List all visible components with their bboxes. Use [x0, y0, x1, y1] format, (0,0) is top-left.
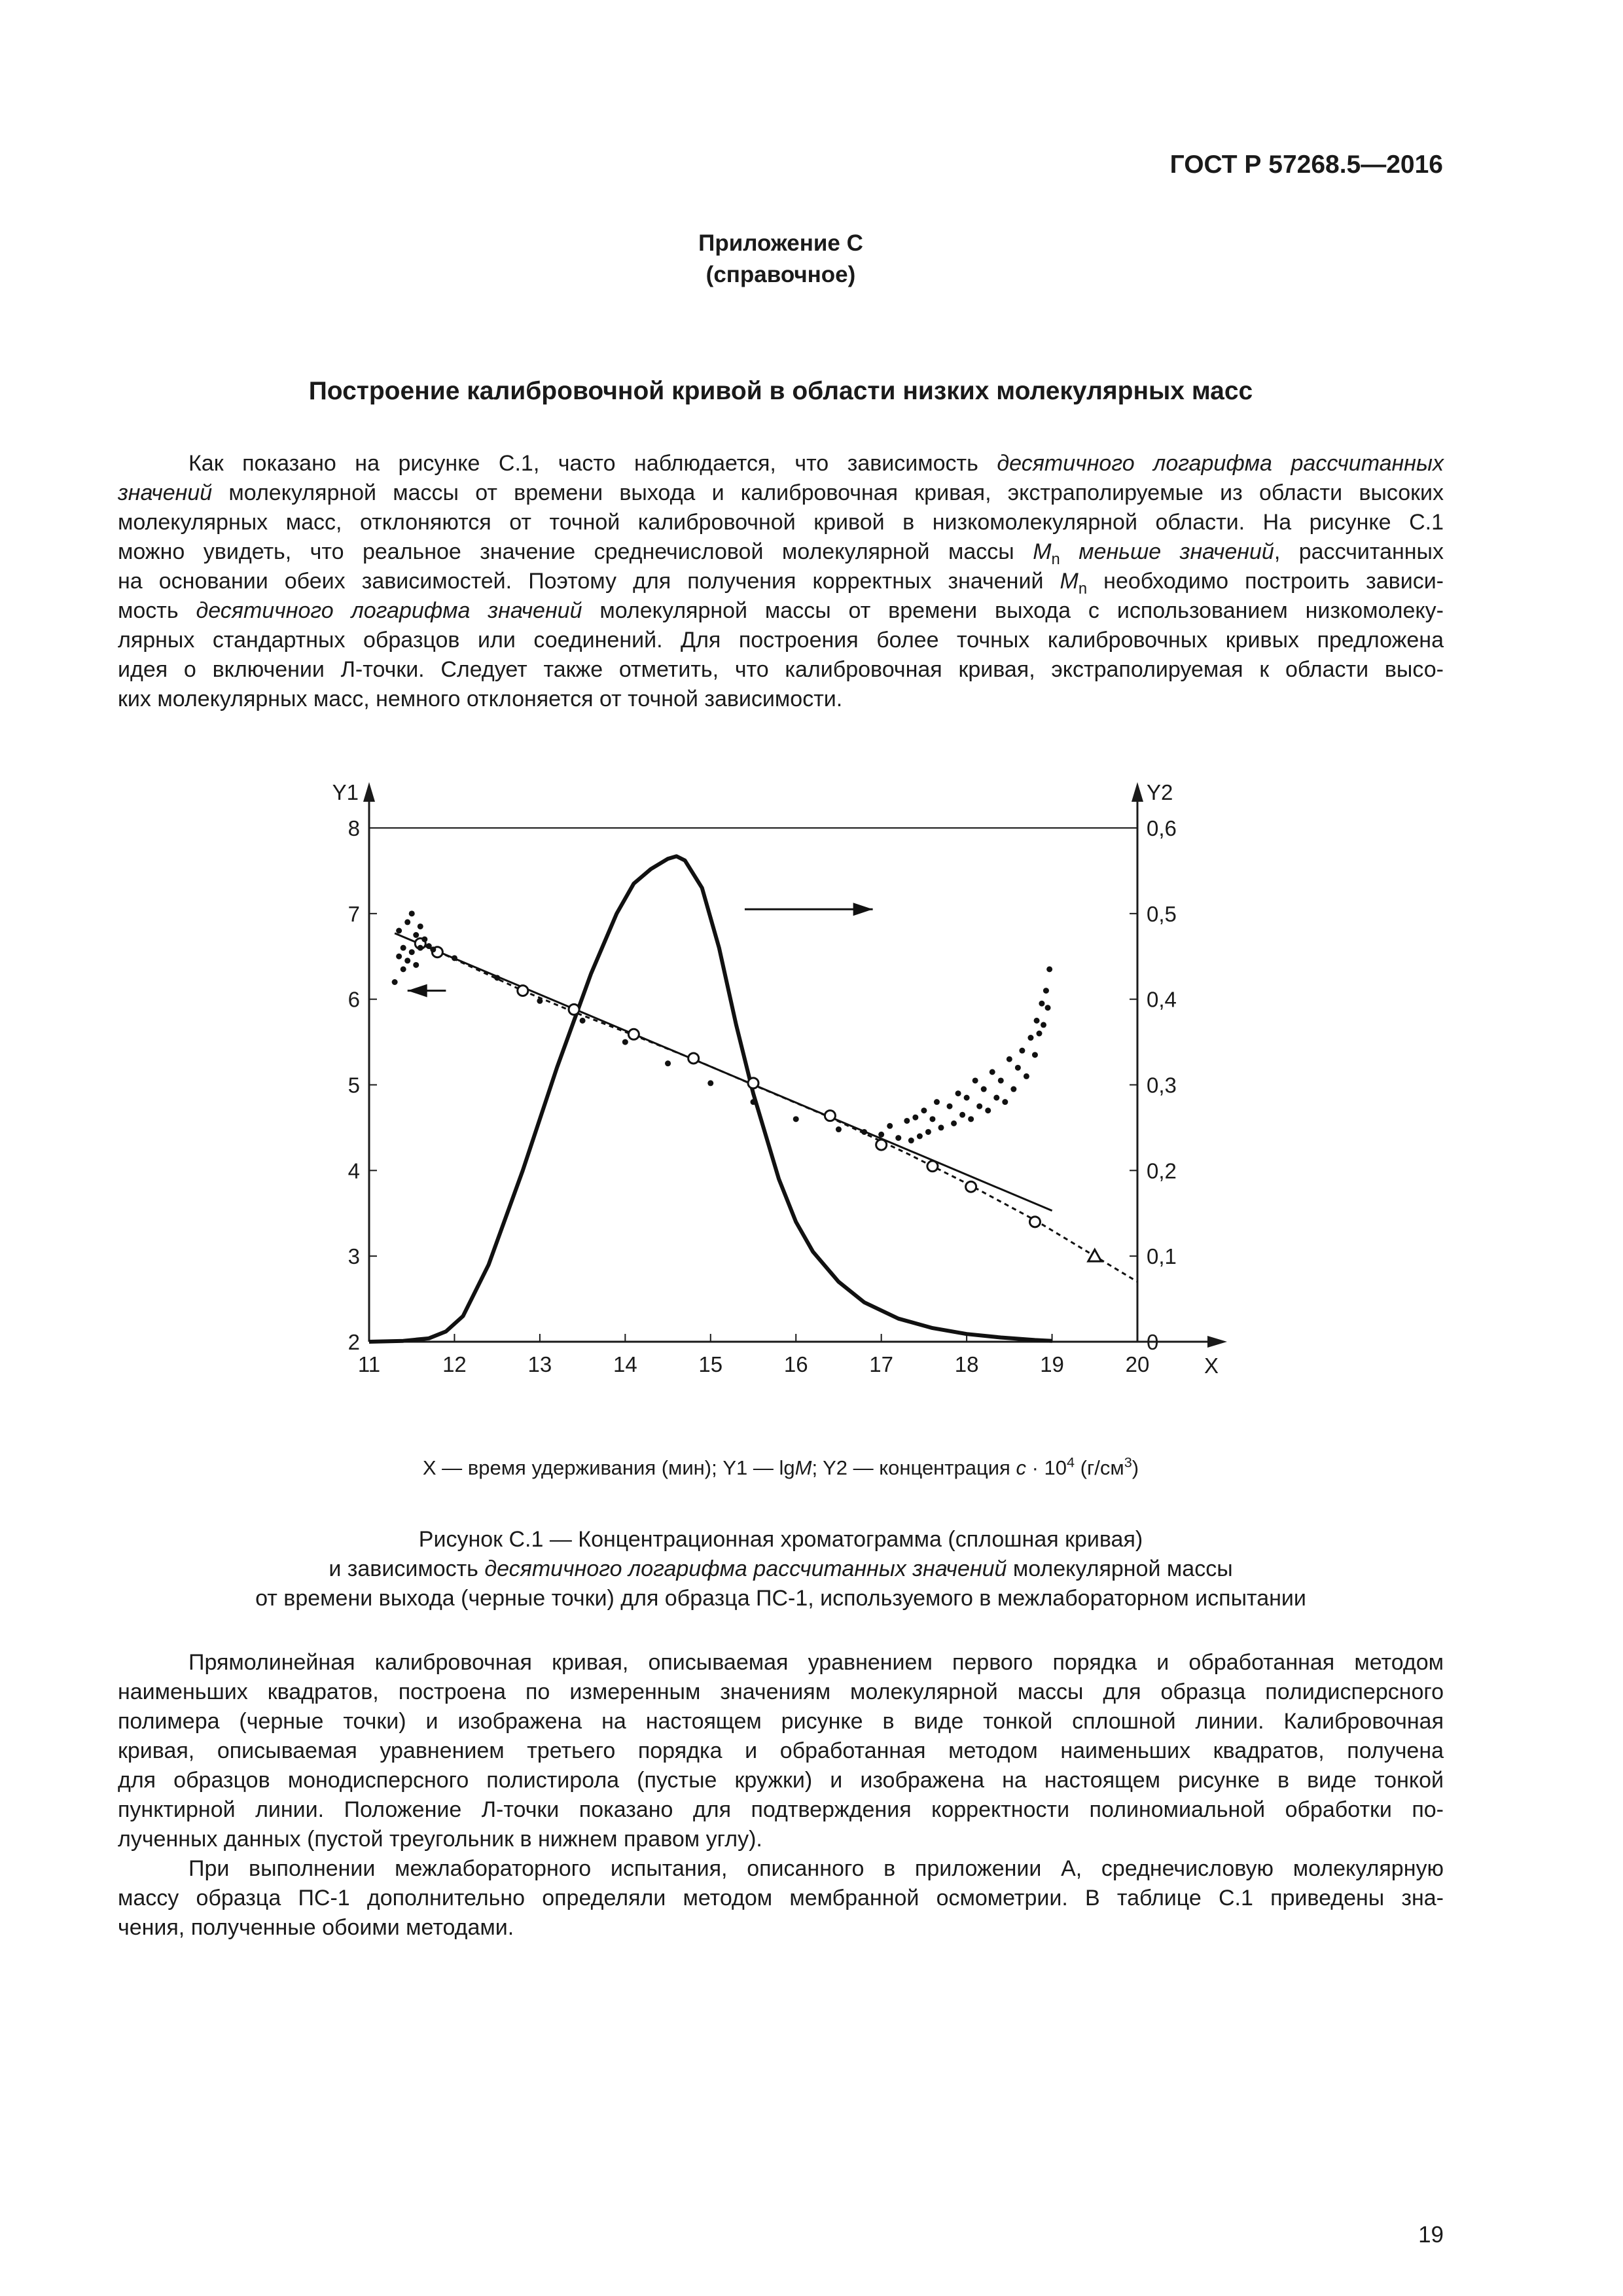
measured-point	[1041, 1022, 1046, 1028]
y1-tick-label: 4	[348, 1158, 360, 1183]
measured-point	[1015, 1065, 1021, 1071]
calibration-paragraph	[118, 1648, 1444, 1854]
measured-point	[401, 966, 406, 972]
measured-point	[421, 937, 427, 942]
paragraph-line: полимера (черные точки) и изображена на настоящем рисунке в виде тонкой сплошной линии. Калибровочная	[118, 1709, 1444, 1734]
measured-point	[836, 1126, 842, 1132]
x-axis-title: X	[1204, 1354, 1219, 1378]
measured-point	[413, 962, 419, 968]
measured-point	[908, 1138, 914, 1143]
measured-point	[934, 1099, 940, 1105]
measured-point	[998, 1077, 1004, 1083]
x-tick-label: 16	[783, 1352, 808, 1376]
paragraph-line: чения, полученные обоими методами.	[118, 1915, 514, 1940]
paragraph-line: значений молекулярной массы от времени выхода и калибровочная кривая, экстраполируемые из области высоких	[118, 480, 1444, 505]
y2-tick-label: 0,6	[1147, 816, 1177, 840]
figure-axis-legend: X — время удерживания (мин); Y1 — lgM; Y2 — концентрация $c \cdot 10^4$ $(г/см^3)$	[422, 1454, 1139, 1479]
measured-point	[537, 998, 543, 1004]
standard-point	[966, 1181, 976, 1192]
measured-point	[959, 1112, 965, 1118]
l-point-triangle	[1088, 1249, 1101, 1261]
measured-point	[392, 979, 398, 985]
measured-point	[1010, 1086, 1016, 1092]
paragraph-line: наименьших квадратов, построена по измеренным значениям молекулярной массы для образца полидисперсного	[118, 1679, 1444, 1704]
measured-point	[494, 975, 500, 980]
measured-point	[418, 945, 423, 951]
paragraph-line: Прямолинейная калибровочная кривая, описываемая уравнением первого порядка и обработанная методом	[188, 1650, 1444, 1675]
measured-point	[1046, 966, 1052, 972]
measured-point	[895, 1135, 901, 1141]
measured-point	[1027, 1035, 1033, 1041]
measured-point	[396, 928, 402, 934]
measured-point	[1045, 1005, 1051, 1011]
paragraph-line: пунктирной линии. Положение Л-точки показано для подтверждения корректности полиномиальной обработки по-	[118, 1797, 1444, 1822]
measured-point	[912, 1115, 918, 1121]
x-tick-label: 17	[869, 1352, 894, 1376]
interlab-paragraph	[118, 1854, 1444, 1943]
measured-point	[968, 1116, 974, 1122]
measured-point	[951, 1121, 957, 1126]
measured-point	[981, 1086, 987, 1092]
paragraph-line: молекулярных масс, отклоняются от точной калибровочной кривой в низкомолекулярной области. На рисунке С.1	[118, 510, 1444, 535]
standard-point	[927, 1161, 938, 1172]
measured-point	[1002, 1099, 1008, 1105]
appendix-title: Приложение С	[698, 230, 863, 256]
y2-tick-label: 0,3	[1147, 1073, 1177, 1098]
y2-tick-label: 0,1	[1147, 1244, 1177, 1269]
measured-point	[404, 958, 410, 963]
paragraph-line: для образцов монодисперсного полистирола (пустые кружки) и изображена на настоящем рисунке в виде тонкой	[118, 1768, 1444, 1793]
measured-point	[929, 1116, 935, 1122]
appendix-status: (справочное)	[705, 262, 856, 287]
measured-point	[404, 919, 410, 925]
measured-point	[985, 1107, 991, 1113]
standard-point	[876, 1139, 887, 1150]
standard-point	[825, 1111, 835, 1121]
y2-tick-label: 0	[1147, 1330, 1159, 1354]
measured-point	[452, 955, 457, 961]
measured-point	[413, 932, 419, 938]
standard-point	[518, 986, 528, 996]
measured-point	[396, 954, 402, 960]
measured-point	[972, 1077, 978, 1083]
paragraph-line: Как показано на рисунке С.1, часто наблюдается, что зависимость десятичного логарифма рассчитанных	[188, 451, 1444, 476]
y2-axis-title: Y2	[1147, 780, 1173, 804]
section-title: Построение калибровочной кривой в области низких молекулярных масс	[308, 377, 1253, 405]
measured-point	[887, 1123, 893, 1129]
page-number: 19	[1418, 2222, 1444, 2248]
x-axis-arrowhead	[1207, 1336, 1227, 1348]
measured-point	[430, 946, 436, 952]
paragraph-line: При выполнении межлабораторного испытания, описанного в приложении А, среднечисловую молекулярную	[188, 1856, 1444, 1881]
standard-point	[688, 1053, 699, 1064]
arrowhead	[408, 984, 427, 997]
measured-point	[1007, 1056, 1012, 1062]
measured-point	[861, 1129, 867, 1135]
measured-point	[878, 1132, 884, 1138]
measured-point	[990, 1069, 995, 1075]
x-tick-label: 11	[357, 1352, 381, 1376]
y1-tick-label: 8	[348, 816, 360, 840]
measured-point	[955, 1090, 961, 1096]
paragraph-line: ких молекулярных масс, немного отклоняется от точной зависимости.	[118, 687, 843, 711]
measured-point	[409, 910, 415, 916]
measured-point	[917, 1134, 923, 1139]
measured-point	[751, 1099, 757, 1105]
measured-point	[1024, 1073, 1029, 1079]
y1-tick-label: 7	[348, 901, 360, 926]
measured-point	[1019, 1048, 1025, 1054]
paragraph-line: можно увидеть, что реальное значение среднечисловой молекулярной массы $M_n$ меньше значений, рассчитанных	[118, 539, 1444, 568]
measured-point	[1036, 1031, 1042, 1037]
y1-tick-label: 5	[348, 1073, 360, 1098]
standard-point	[748, 1078, 758, 1088]
paragraph-line: лярных стандартных образцов или соединений. Для построения более точных калибровочных кривых предложена	[118, 628, 1444, 653]
y2-tick-label: 0,2	[1147, 1158, 1177, 1183]
y2-tick-label: 0,4	[1147, 987, 1177, 1012]
measured-point	[925, 1129, 931, 1135]
y2-tick-label: 0,5	[1147, 901, 1177, 926]
x-tick-label: 15	[698, 1352, 723, 1376]
y1-axis-title: Y1	[332, 780, 359, 804]
x-tick-label: 14	[613, 1352, 637, 1376]
caption-line: и зависимость десятичного логарифма рассчитанных значений молекулярной массы	[329, 1556, 1233, 1581]
figure-caption	[118, 1525, 1444, 1613]
y2-axis-arrowhead	[1132, 782, 1143, 802]
x-tick-label: 20	[1125, 1352, 1150, 1376]
measured-point	[921, 1107, 927, 1113]
standard-point	[569, 1004, 579, 1014]
measured-point	[622, 1039, 628, 1045]
y1-tick-label: 6	[348, 987, 360, 1012]
paragraph-line: идея о включении Л-точки. Следует также отметить, что калибровочная кривая, экстраполируемая к области высо-	[118, 657, 1444, 682]
measured-point	[1043, 988, 1049, 994]
measured-point	[976, 1103, 982, 1109]
document-code: ГОСТ Р 57268.5—2016	[1169, 151, 1443, 179]
measured-point	[964, 1095, 970, 1101]
measured-point	[409, 949, 415, 955]
measured-point	[1039, 1001, 1044, 1007]
measured-point	[665, 1060, 671, 1066]
paragraph-line: кривая, описываемая уравнением третьего порядка и обработанная методом наименьших квадратов, получена	[118, 1738, 1444, 1763]
paragraph-line: на основании обеих зависимостей. Поэтому для получения корректных значений $M_n$ необходимо построить зависи-	[118, 569, 1444, 598]
caption-line: от времени выхода (черные точки) для образца ПС-1, используемого в межлабораторном испытании	[255, 1586, 1306, 1611]
measured-point	[418, 924, 423, 929]
standard-point	[1029, 1217, 1040, 1227]
measured-point	[401, 945, 406, 951]
chromatogram-curve	[369, 856, 1052, 1342]
measured-point	[793, 1116, 799, 1122]
paragraph-line: лученных данных (пустой треугольник в нижнем правом углу).	[118, 1827, 762, 1852]
paragraph-line: мость десятичного логарифма значений молекулярной массы от времени выхода с использованием низкомолеку-	[118, 598, 1444, 623]
x-tick-label: 18	[954, 1352, 979, 1376]
measured-point	[707, 1080, 713, 1086]
measured-point	[1034, 1018, 1040, 1024]
x-tick-label: 13	[527, 1352, 552, 1376]
y1-axis-arrowhead	[363, 782, 375, 802]
measured-point	[993, 1095, 999, 1101]
measured-point	[904, 1118, 910, 1124]
y1-tick-label: 3	[348, 1244, 360, 1269]
measured-point	[938, 1124, 944, 1130]
x-tick-label: 19	[1040, 1352, 1064, 1376]
measured-point	[580, 1018, 586, 1024]
y1-tick-label: 2	[348, 1330, 360, 1354]
arrowhead	[853, 903, 873, 916]
paragraph-line: массу образца ПС-1 дополнительно определяли методом мембранной осмометрии. В таблице С.1 приведены зна-	[118, 1886, 1444, 1910]
measured-point	[1032, 1052, 1038, 1058]
standard-point	[628, 1029, 639, 1039]
x-tick-label: 12	[442, 1352, 467, 1376]
measured-point	[947, 1103, 953, 1109]
caption-line: Рисунок С.1 — Концентрационная хроматограмма (сплошная кривая)	[418, 1527, 1143, 1552]
